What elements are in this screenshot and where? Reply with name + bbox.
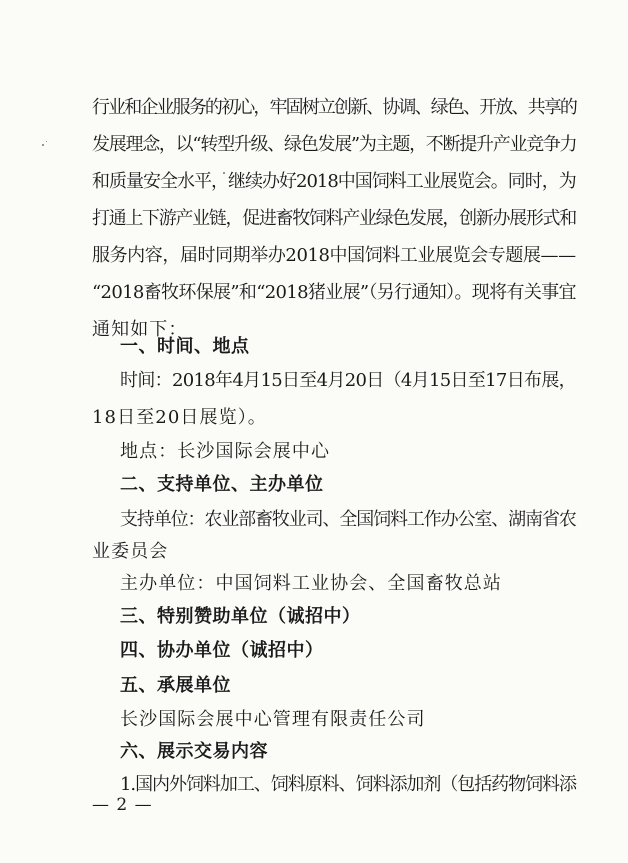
- paragraph-line: 发展理念，以“转型升级、绿色发展”为主题，不断提升产业竞争力: [92, 134, 577, 155]
- paragraph-line: 服务内容，届时同期举办2018中国饲料工业展览会专题展——: [92, 245, 576, 266]
- host-units-line: 主办单位：中国饲料工业协会、全国畜牧总站: [120, 573, 502, 594]
- scan-speck: [42, 144, 44, 146]
- place-line: 地点：长沙国际会展中心: [120, 441, 331, 462]
- section-heading-exhibitor: 五、承展单位: [120, 675, 231, 696]
- section-heading-sponsor: 三、特别赞助单位（诚招中）: [120, 606, 361, 627]
- scan-speck: [46, 141, 47, 142]
- paragraph-line: “2018畜牧环保展”和“2018猪业展”（另行通知）。现将有关事宜: [92, 282, 576, 303]
- paragraph-line: 通知如下：: [92, 319, 188, 340]
- section-heading-co-organizer: 四、协办单位（诚招中）: [120, 640, 324, 661]
- exhibitor-line: 长沙国际会展中心管理有限责任公司: [120, 709, 426, 730]
- time-line: 时间：2018年4月15日至4月20日（4月15日至17日布展，: [120, 370, 576, 391]
- paragraph-line: 行业和企业服务的初心，牢固树立创新、协调、绿色、开放、共享的: [92, 97, 576, 118]
- exhibits-item-line: 1.国内外饲料加工、饲料原料、饲料添加剂（包括药物饲料添: [120, 774, 576, 795]
- section-heading-units: 二、支持单位、主办单位: [120, 474, 324, 495]
- support-units-line: 支持单位：农业部畜牧业司、全国饲料工作办公室、湖南省农: [120, 509, 576, 530]
- time-line-continued: 18日至20日展览）。: [92, 407, 267, 428]
- page-number: — 2 —: [92, 795, 153, 815]
- section-heading-exhibits: 六、展示交易内容: [120, 741, 268, 762]
- support-units-continued: 业委员会: [92, 541, 169, 562]
- paragraph-line: 和质量安全水平，继续办好2018中国饲料工业展览会。同时，为: [92, 171, 576, 192]
- paragraph-line: 打通上下游产业链，促进畜牧饲料产业绿色发展，创新办展形式和: [92, 208, 576, 229]
- section-heading-time-place: 一、时间、地点: [120, 336, 250, 357]
